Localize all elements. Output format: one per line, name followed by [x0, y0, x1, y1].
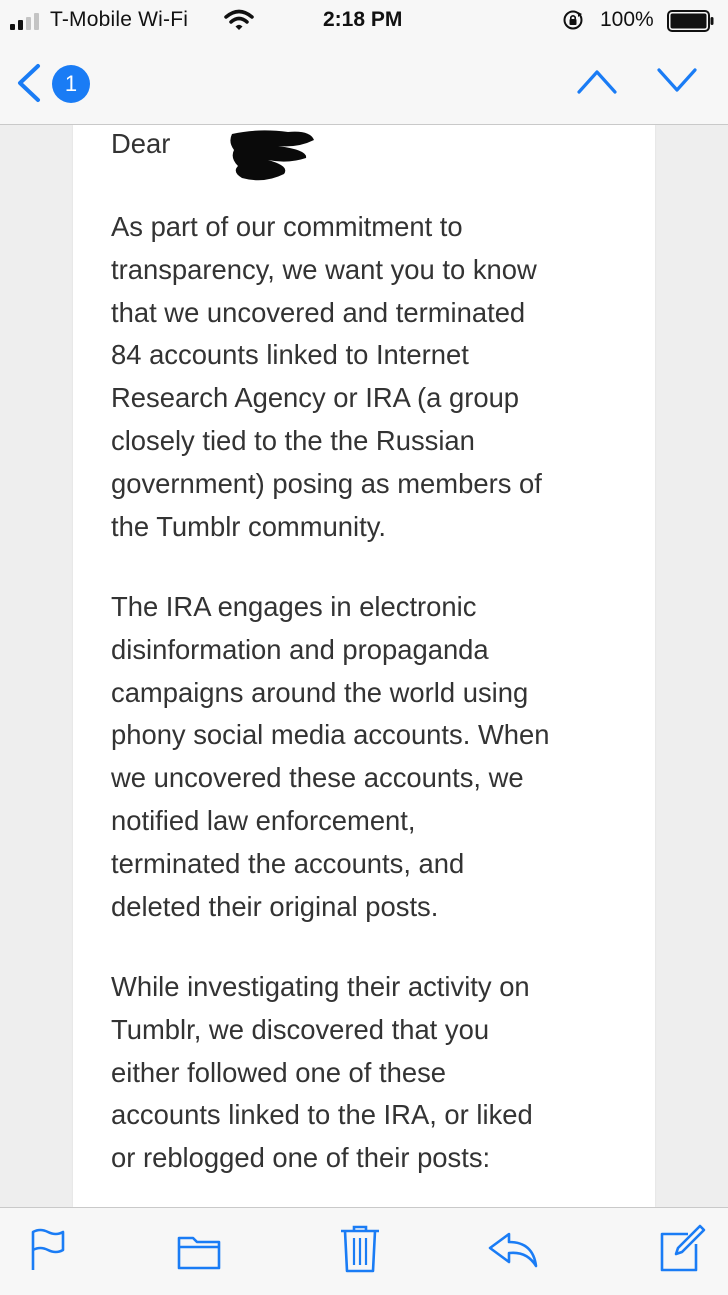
text-line: government) posing as members of [111, 467, 542, 499]
text-line: transparency, we want you to know [111, 253, 537, 285]
email-scroll-area[interactable] [0, 125, 728, 1207]
text-line: that we uncovered and terminated [111, 296, 526, 328]
text-line: notified law enforcement, [111, 804, 416, 836]
status-time: 2:18 PM [323, 8, 403, 31]
text-line: phony social media accounts. When [111, 719, 550, 751]
status-bar [0, 0, 728, 42]
text-line: 84 accounts linked to Internet [111, 339, 469, 371]
email-body [73, 125, 655, 1207]
wifi-icon [224, 9, 254, 31]
text-line: As part of our commitment to [111, 211, 463, 242]
text-line: deleted their original posts. [111, 890, 439, 922]
text-line: or reblogged one of their posts: [111, 1142, 491, 1174]
signal-strength-icon [10, 12, 50, 30]
carrier-name: T-Mobile Wi-Fi [50, 8, 189, 31]
redacted-name-scribble [228, 128, 318, 184]
folder-icon[interactable] [177, 1230, 221, 1270]
text-line: terminated the accounts, and [111, 847, 465, 879]
reply-icon[interactable] [487, 1230, 539, 1270]
back-chevron-icon[interactable] [14, 62, 44, 104]
text-line: Research Agency or IRA (a group [111, 382, 520, 414]
mailbox-count-badge[interactable]: 1 [52, 65, 90, 103]
rotation-lock-icon [562, 9, 584, 31]
compose-icon[interactable] [658, 1224, 706, 1272]
mail-toolbar [0, 1207, 728, 1295]
text-line: While investigating their activity on [111, 971, 530, 1002]
next-message-chevron-down-icon[interactable] [656, 66, 698, 96]
paragraph-3 [111, 966, 533, 1180]
paragraph-1 [111, 206, 542, 548]
text-line: The IRA engages in electronic [111, 591, 477, 622]
text-line: disinformation and propaganda [111, 633, 489, 665]
text-line: we uncovered these accounts, we [111, 762, 524, 794]
text-line: campaigns around the world using [111, 676, 529, 708]
previous-message-chevron-up-icon[interactable] [576, 66, 618, 96]
mail-navigation-bar [0, 42, 728, 125]
battery-percent: 100% [600, 8, 654, 31]
text-line: Tumblr, we discovered that you [111, 1013, 490, 1045]
flag-icon[interactable] [30, 1228, 66, 1272]
battery-icon [667, 10, 715, 32]
paragraph-2 [111, 586, 550, 928]
text-line: either followed one of these [111, 1056, 447, 1088]
email-greeting: Dear [111, 128, 171, 159]
text-line: the Tumblr community. [111, 510, 387, 542]
trash-icon[interactable] [339, 1224, 381, 1274]
text-line: closely tied to the the Russian [111, 424, 475, 456]
text-line: accounts linked to the IRA, or liked [111, 1099, 533, 1131]
